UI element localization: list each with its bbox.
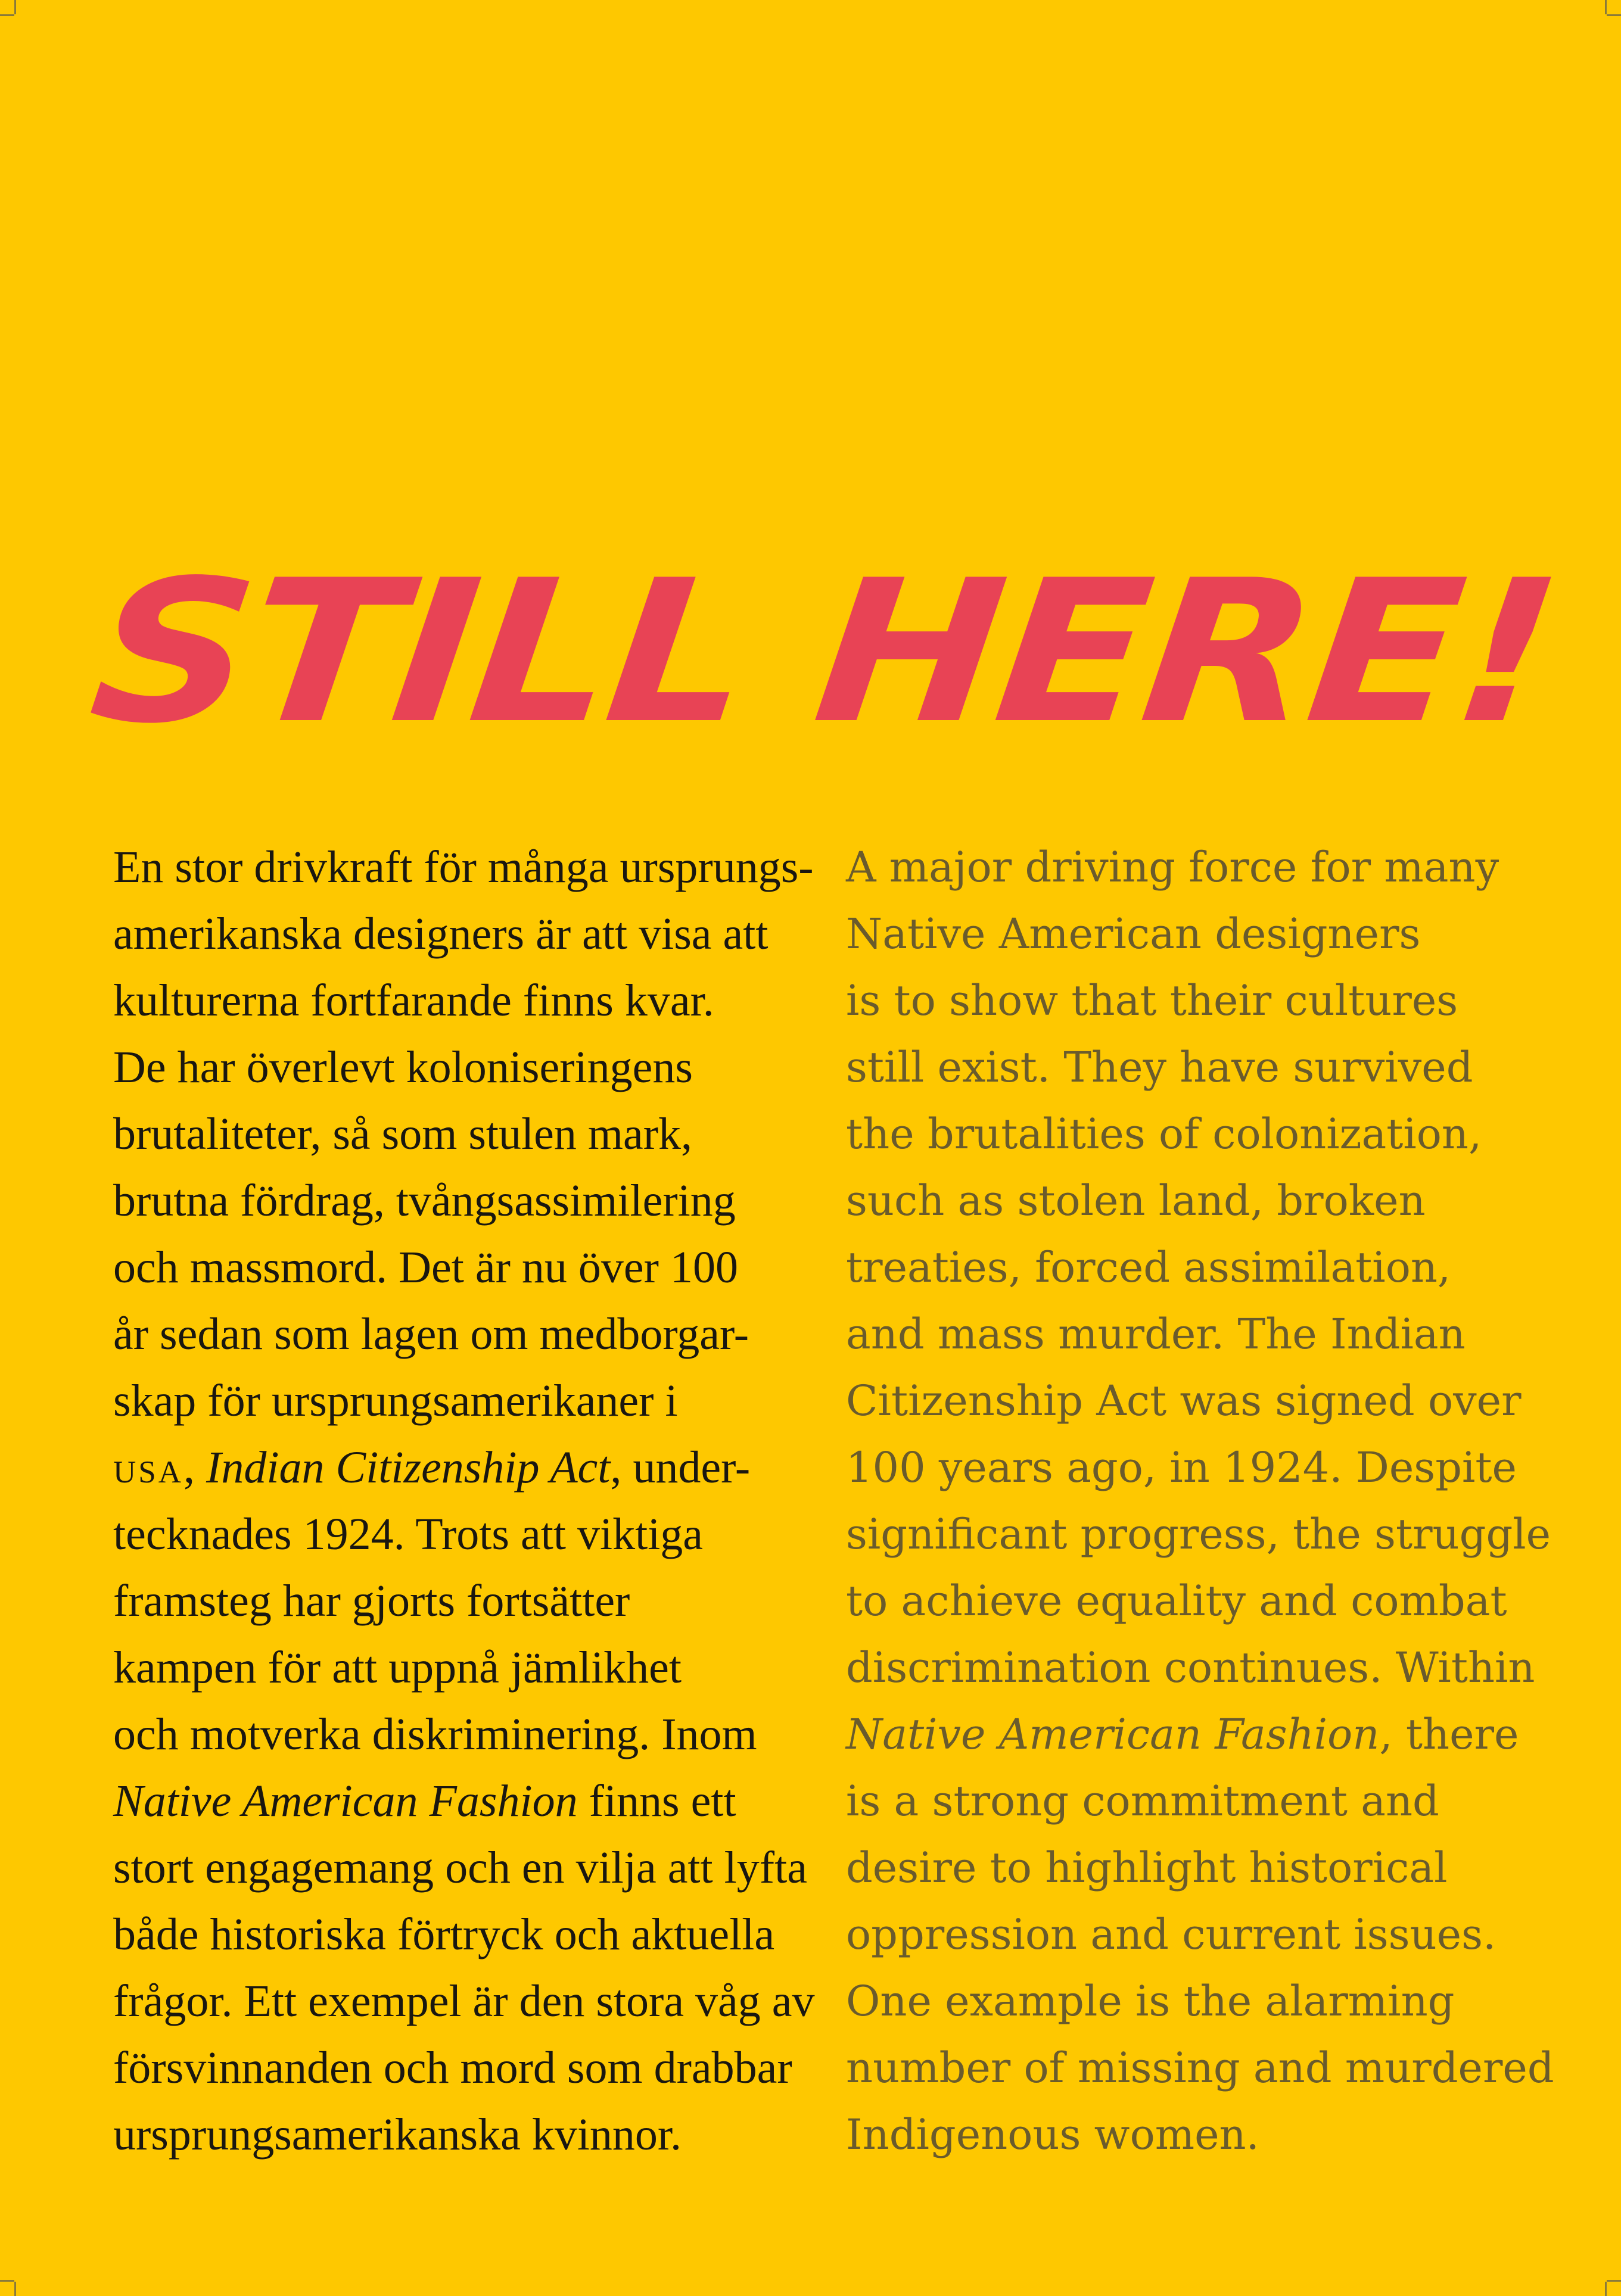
swedish-line-3: kulturerna fortfarande finns kvar. <box>113 976 714 1026</box>
crop-mark-top-left-v <box>14 0 16 14</box>
swedish-line-18: frågor. Ett exempel är den stora våg av <box>113 1976 815 2026</box>
crop-mark-bottom-left-h <box>0 2280 14 2282</box>
usa-separator: , <box>183 1443 207 1493</box>
english-line-9: Citizenship Act was signed over <box>846 1376 1522 1425</box>
swedish-line-1: En stor drivkraft för många ursprungs- <box>113 842 814 892</box>
swedish-line-17: både historiska förtryck och aktuella <box>113 1909 775 1959</box>
swedish-line-4: De har överlevt koloniseringens <box>113 1042 693 1092</box>
english-line-1: A major driving force for many <box>846 843 1499 892</box>
english-line-16: desire to highlight historical <box>846 1843 1448 1892</box>
english-line-4: still exist. They have survived <box>846 1043 1473 1092</box>
english-line-7: treaties, forced assimilation, <box>846 1243 1451 1292</box>
swedish-line-7: och massmord. Det är nu över 100 <box>113 1242 738 1292</box>
swedish-text-column <box>113 834 815 2168</box>
swedish-line-8: år sedan som lagen om medborgar- <box>113 1309 749 1359</box>
english-line-20: Indigenous women. <box>846 2110 1259 2159</box>
english-line-6: such as stolen land, broken <box>846 1176 1426 1225</box>
english-line-15: is a strong commitment and <box>846 1777 1439 1825</box>
swedish-line-10-end: , under- <box>610 1443 751 1493</box>
swedish-line-20: ursprungsamerikanska kvinnor. <box>113 2110 682 2160</box>
english-line-11: significant progress, the struggle <box>846 1510 1551 1559</box>
english-line-19: number of missing and murdered <box>846 2043 1554 2092</box>
crop-mark-bottom-right-v <box>1605 2282 1607 2296</box>
english-line-17: oppression and current issues. <box>846 1910 1496 1959</box>
crop-mark-top-right-v <box>1605 0 1607 14</box>
swedish-line-9: skap för ursprungsamerikaner i <box>113 1376 678 1426</box>
english-line-3: is to show that their cultures <box>846 976 1458 1025</box>
native-american-fashion-title-en: Native American Fashion <box>846 1710 1380 1759</box>
indian-citizenship-act-title: Indian Citizenship Act <box>206 1443 611 1493</box>
headline: STILL HERE! <box>80 538 1567 767</box>
crop-mark-bottom-right-h <box>1607 2280 1621 2282</box>
swedish-line-15 <box>113 1768 815 1834</box>
swedish-line-19: försvinnanden och mord som drabbar <box>113 2043 792 2093</box>
english-line-14-end: , there <box>1379 1710 1519 1759</box>
english-line-14 <box>846 1701 1554 1768</box>
crop-mark-bottom-left-v <box>14 2282 16 2296</box>
english-line-5: the brutalities of colonization, <box>846 1110 1482 1158</box>
crop-mark-top-left-h <box>0 14 14 16</box>
swedish-line-12: framsteg har gjorts fortsätter <box>113 1576 630 1626</box>
english-line-12: to achieve equality and combat <box>846 1577 1507 1625</box>
english-line-10: 100 years ago, in 1924. Despite <box>846 1443 1517 1492</box>
swedish-line-6: brutna fördrag, tvångsassimilering <box>113 1176 736 1226</box>
native-american-fashion-title: Native American Fashion <box>113 1776 578 1826</box>
english-line-13: discrimination continues. Within <box>846 1643 1535 1692</box>
crop-mark-top-right-h <box>1607 14 1621 16</box>
swedish-line-16: stort engagemang och en vilja att lyfta <box>113 1843 807 1893</box>
swedish-line-15-end: finns ett <box>577 1776 736 1826</box>
usa-abbreviation: usa <box>113 1443 184 1493</box>
swedish-line-11: tecknades 1924. Trots att viktiga <box>113 1509 704 1559</box>
english-text-column <box>846 834 1554 2168</box>
swedish-line-2: amerikanska designers är att visa att <box>113 909 769 959</box>
swedish-line-14: och motverka diskriminering. Inom <box>113 1709 757 1759</box>
english-line-2: Native American designers <box>846 909 1421 958</box>
swedish-line-5: brutaliteter, så som stulen mark, <box>113 1109 693 1159</box>
swedish-line-10 <box>113 1434 815 1501</box>
english-line-18: One example is the alarming <box>846 1977 1455 2026</box>
swedish-line-13: kampen för att uppnå jämlikhet <box>113 1643 682 1693</box>
english-line-8: and mass murder. The Indian <box>846 1310 1466 1359</box>
